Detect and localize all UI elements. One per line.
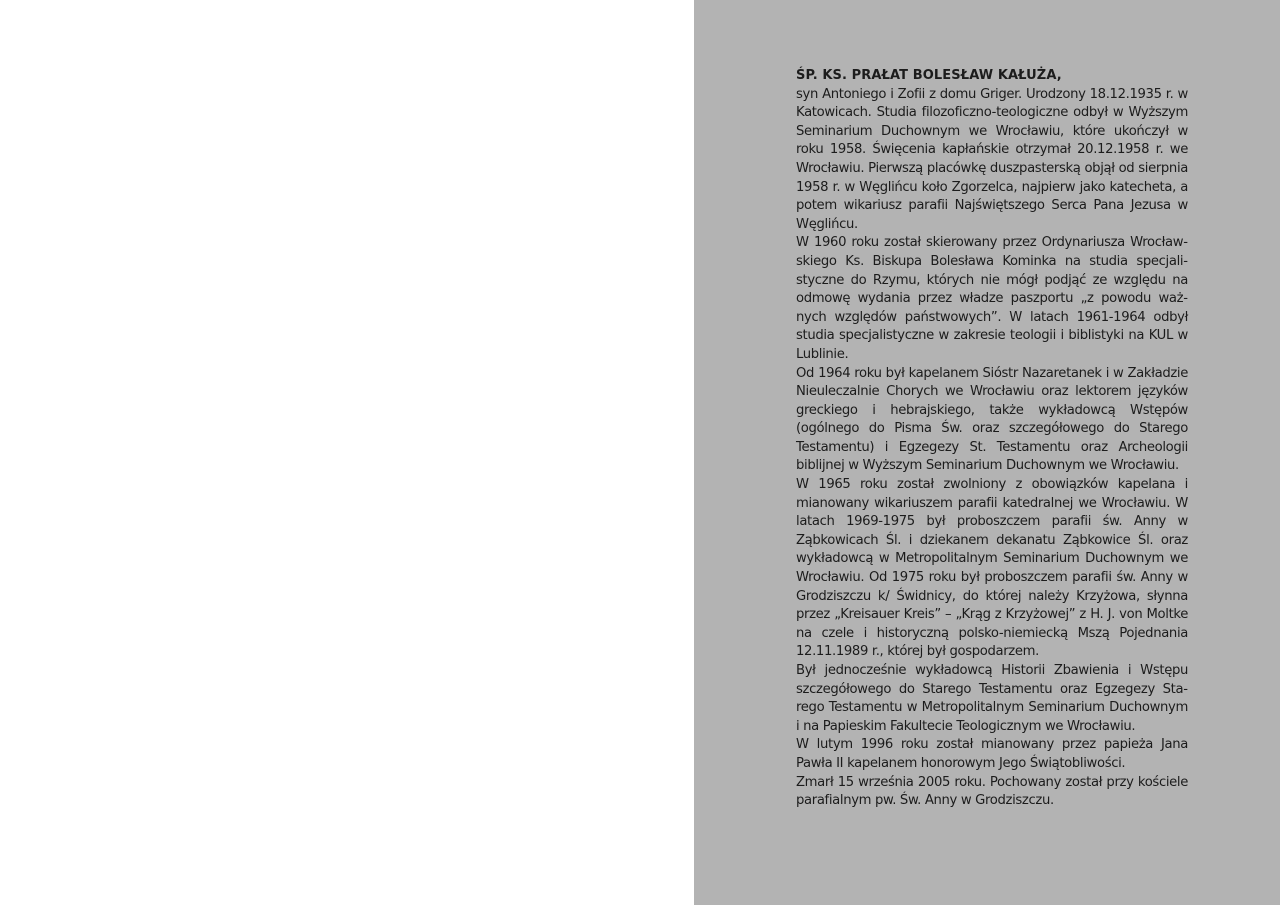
paragraph-death: Zmarł 15 września 2005 roku. Pochowany został przy kościele parafialnym pw. Św. Anny w Grodziszczu. [796, 774, 1188, 809]
paragraph-biography-intro: syn Antoniego i Zofii z domu Griger. Urodzony 18.12.1935 r. w Katowicach. Studia filozoficzno-teologiczne odbył w Wyższym Seminarium Duchownym we Wrocławiu, które ukończył w roku 1958. Święcenia kapłańskie otrzymał 20.12.1958 r. we Wrocławiu. Pierwszą placówkę duszpasterską objął od sierpnia 1958 r. w Węglińcu koło Zgorzelca, najpierw jako katecheta, a potem wikariusz parafii Najświętszego Serca Pana Jezusa w Węglińcu. [796, 86, 1188, 232]
obituary-heading: ŚP. KS. PRAŁAT BOLESŁAW KAŁUŻA, [796, 68, 1062, 83]
right-page [694, 0, 1280, 905]
paragraph-parish-service: W 1965 roku został zwolniony z obowiązków kapelana i mianowany wikariuszem parafii katedralnej we Wrocławiu. W latach 1969-1975 był proboszczem parafii św. Anny w Ząbkowicach Śl. i dziekanem dekanatu Ząbkowice Śl. oraz wykładowcą w Metropolitalnym Seminarium Duchownym we Wrocławiu. Od 1975 roku był proboszczem parafii św. Anny w Grodziszczu k/ Świdnicy, do której należy Krzyżowa, słynna przez „Kreisauer Kreis” – „Krąg z Krzyżowej” z H. J. von Moltke na czele i historyczną polsko-niemiecką Mszą Pojednania 12.11.1989 r., której był gospodarzem. [796, 477, 1188, 660]
paragraph-honorary-chaplain: W lutym 1996 roku został mianowany przez papieża Jana Pawła II kapelanem honorowym Jego Świątobliwości. [796, 737, 1188, 771]
paragraph-chaplaincy: Od 1964 roku był kapelanem Sióstr Nazaretanek i w Zakładzie Nieuleczalnie Chorych we Wrocławiu oraz lektorem języków greckiego i hebrajskiego, także wykładowcą Wstępów (ogólnego do Pisma Św. oraz szczegółowego do Starego Testamentu) i Egzegezy St. Testamentu oraz Archeologii biblijnej w Wyższym Seminarium Duchownym we Wrocławiu. [796, 365, 1188, 474]
obituary-text [796, 67, 1188, 811]
paragraph-lecturing: Był jednocześnie wykładowcą Historii Zbawienia i Wstępu szczegółowego do Starego Testamentu oraz Egzegezy Starego Testamentu w Metropolitalnym Seminarium Duchownym i na Papieskim Fakultecie Teologicznym we Wrocławiu. [796, 663, 1188, 734]
paragraph-studies: W 1960 roku został skierowany przez Ordynariusza Wrocławskiego Ks. Biskupa Bolesława Kominka na studia specjalistyczne do Rzymu, których nie mógł podjąć ze względu na odmowę wydania przez władze paszportu „z powodu ważnych względów państwowych”. W latach 1961-1964 odbył studia specjalistyczne w zakresie teologii i biblistyki na KUL w Lublinie. [796, 235, 1188, 362]
